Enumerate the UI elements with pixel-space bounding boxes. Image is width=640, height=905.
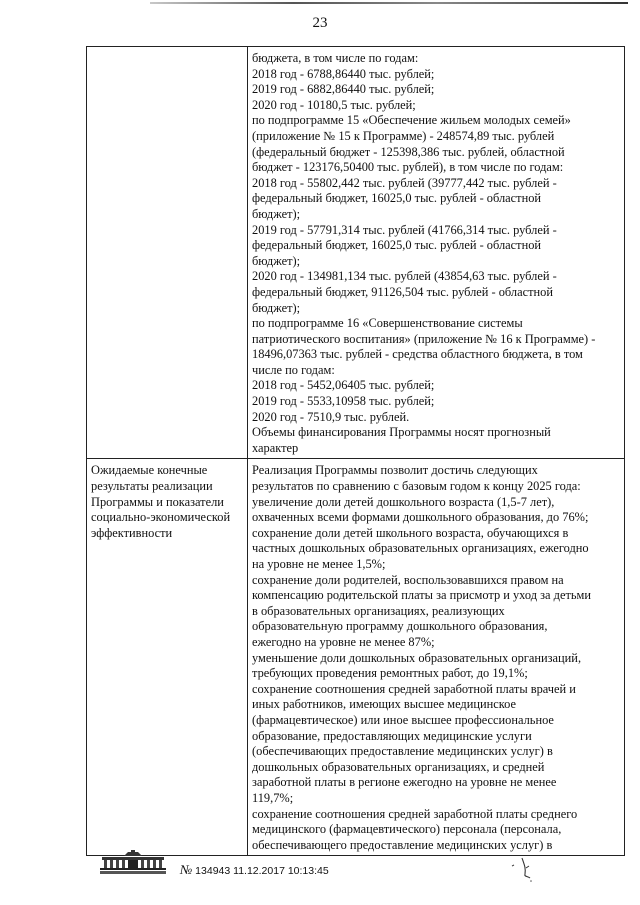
text-line: социально-экономической [91, 510, 231, 525]
text-line: 2019 год - 6882,86440 тыс. рублей; [252, 82, 435, 97]
text-line: по подпрограмме 16 «Совершенствование системы [252, 316, 523, 331]
row-label [87, 47, 247, 53]
text-line: 2019 год - 57791,314 тыс. рублей (41766,314 тыс. рублей - [252, 222, 557, 237]
text-line: (федеральный бюджет - 125398,386 тыс. рублей, областной [252, 144, 565, 159]
row-label [87, 459, 247, 543]
text-line: (фармацевтическое) или иное высшее профессиональное [252, 712, 554, 727]
text-line: бюджет - 123176,50400 тыс. рублей), в том числе по годам: [252, 160, 564, 175]
table-row [87, 459, 625, 856]
scan-edge-line [150, 2, 628, 4]
text-line: 2020 год - 7510,9 тыс. рублей. [252, 409, 410, 424]
text-line: 2018 год - 55802,442 тыс. рублей (39777,442 тыс. рублей - [252, 175, 557, 190]
text-line: сохранение соотношения средней заработной платы среднего [252, 806, 578, 821]
table-row [87, 47, 625, 459]
text-line: дошкольных образовательных организациях, и средней [252, 759, 545, 774]
text-line: бюджет); [252, 300, 301, 315]
text-line: федеральный бюджет, 16025,0 тыс. рублей - областной [252, 238, 542, 253]
row-content [248, 47, 624, 458]
text-line: частных дошкольных образовательных организациях, ежегодно [252, 541, 589, 556]
text-line: Объемы финансирования Программы носят прогнозный [252, 425, 551, 440]
text-line: результатов по сравнению с базовым годом к концу 2025 года: [252, 479, 581, 494]
text-line: результаты реализации [91, 479, 213, 494]
text-line: охваченных всеми формами дошкольного образования, до 76%; [252, 510, 589, 525]
text-line: характер [252, 440, 299, 455]
text-line: по подпрограмме 15 «Обеспечение жильем молодых семей» [252, 113, 571, 128]
row-label-cell [87, 459, 248, 856]
number-mark: № [180, 862, 193, 877]
text-line: 119,7%; [252, 790, 294, 805]
text-line: патриотического воспитания» (приложение № 16 к Программе) - [252, 331, 596, 346]
text-line: увеличение доли детей дошкольного возраста (1,5-7 лет), [252, 494, 555, 509]
text-line: (обеспечивающих предоставление медицинских услуг) в [252, 744, 553, 759]
text-line: в образовательных организациях, реализующих [252, 603, 505, 618]
text-line: 2018 год - 5452,06405 тыс. рублей; [252, 378, 435, 393]
text-line: уменьшение доли дошкольных образовательных организаций, [252, 650, 582, 665]
registration-number-datetime: 134943 11.12.2017 10:13:45 [192, 865, 329, 877]
row-content-cell [248, 47, 625, 459]
text-line: требующих проведения ремонтных работ, до 19,1%; [252, 666, 528, 681]
text-line: 2019 год - 5533,10958 тыс. рублей; [252, 394, 435, 409]
text-line: на уровне не менее 1,5%; [252, 557, 386, 571]
text-line: обеспечивающего предоставление медицинских услуг) в [252, 837, 553, 852]
text-line: сохранение соотношения средней заработной платы врачей и [252, 681, 576, 696]
text-line: Программы и показатели [91, 494, 224, 509]
document-footer [98, 850, 618, 884]
text-line: Ожидаемые конечные [91, 463, 208, 478]
text-line: федеральный бюджет, 16025,0 тыс. рублей - областной [252, 191, 542, 206]
text-line: сохранение доли детей школьного возраста, обучающихся в [252, 525, 569, 540]
text-line: образование, предоставляющих медицинские услуги [252, 728, 532, 743]
text-line: заработной платы в регионе ежегодно на уровне не менее [252, 775, 557, 790]
text-line: (приложение № 15 к Программе) - 248574,89 тыс. рублей [252, 128, 555, 143]
text-line: образовательную программу дошкольного образования, [252, 619, 548, 634]
document-registration-code [180, 864, 329, 877]
text-line: компенсацию родительской платы за присмотр и уход за детьми [252, 588, 591, 603]
text-line: 2020 год - 134981,134 тыс. рублей (43854,63 тыс. рублей - [252, 269, 557, 284]
text-line: 18496,07363 тыс. рублей - средства областного бюджета, в том [252, 347, 583, 362]
page-number: 23 [312, 15, 328, 31]
text-line: 2018 год - 6788,86440 тыс. рублей; [252, 66, 435, 81]
text-line: ежегодно на уровне не менее 87%; [252, 634, 435, 649]
text-line: 2020 год - 10180,5 тыс. рублей; [252, 97, 416, 112]
government-building-icon [98, 850, 168, 874]
text-line: федеральный бюджет, 91126,504 тыс. рублей - областной [252, 284, 553, 299]
row-content-cell [248, 459, 625, 856]
text-line: иных работников, имеющих высшее медицинское [252, 697, 516, 712]
text-line: бюджет); [252, 206, 301, 221]
text-line: числе по годам: [252, 362, 335, 377]
text-line: Реализация Программы позволит достичь следующих [252, 463, 538, 478]
text-line: бюджет); [252, 253, 301, 268]
program-passport-table [86, 46, 625, 856]
text-line: бюджета, в том числе по годам: [252, 51, 419, 65]
row-label-cell [87, 47, 248, 459]
handwritten-mark-icon [506, 854, 536, 884]
text-line: эффективности [91, 525, 173, 540]
text-line: медицинского (фармацевтического) персонала (персонала, [252, 822, 562, 837]
text-line: сохранение доли родителей, воспользовавшихся правом на [252, 572, 564, 587]
row-content [248, 459, 624, 855]
